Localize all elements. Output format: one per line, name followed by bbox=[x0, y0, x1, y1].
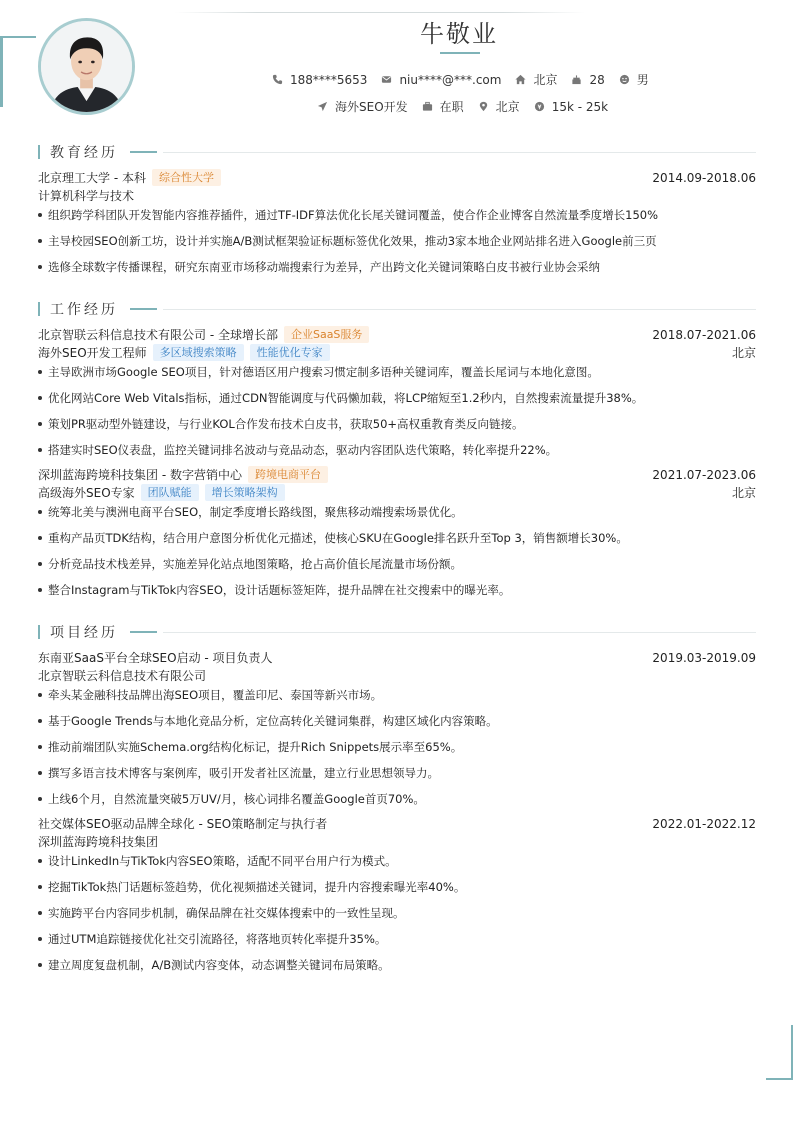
list-item bbox=[38, 442, 756, 458]
name-underline bbox=[440, 52, 480, 54]
list-item bbox=[38, 530, 756, 546]
work-role-tag: 多区域搜索策略 bbox=[153, 344, 244, 361]
work-role-tag: 增长策略架构 bbox=[205, 484, 285, 501]
list-item bbox=[38, 765, 756, 781]
education-major-row bbox=[38, 187, 756, 204]
email-item bbox=[381, 73, 501, 87]
work-role: 高级海外SEO专家 bbox=[38, 486, 135, 500]
list-item-text: 实施跨平台内容同步机制，确保品牌在社交媒体搜索中的一致性呈现。 bbox=[48, 906, 405, 920]
project-org: 北京智联云科信息技术有限公司 bbox=[38, 669, 207, 683]
list-item-text: 设计LinkedIn与TikTok内容SEO策略，适配不同平台用户行为模式。 bbox=[48, 854, 397, 868]
bullet-dot bbox=[38, 448, 42, 452]
target-city-item bbox=[478, 98, 520, 115]
list-item bbox=[38, 364, 756, 380]
list-item bbox=[38, 853, 756, 869]
section-title-line bbox=[163, 632, 756, 633]
list-item-text: 主导校园SEO创新工坊，设计并实施A/B测试框架验证标题标签优化效果，推动3家本地企业网站排名进入Google前三页 bbox=[48, 234, 657, 248]
work-role-tag: 性能优化专家 bbox=[250, 344, 330, 361]
list-item bbox=[38, 713, 756, 729]
work-company-tag: 企业SaaS服务 bbox=[284, 326, 369, 343]
section-title-line bbox=[163, 309, 756, 310]
list-item-text: 整合Instagram与TikTok内容SEO，设计话题标签矩阵，提升品牌在社交搜索中的曝光率。 bbox=[48, 583, 511, 597]
bullet-dot bbox=[38, 265, 42, 269]
section-title-bar bbox=[38, 145, 40, 159]
bullet-dot bbox=[38, 859, 42, 863]
project-org-row bbox=[38, 833, 756, 850]
section-title-project bbox=[38, 622, 756, 642]
candidate-name: 牛敬业 bbox=[420, 20, 498, 48]
bullet-dot bbox=[38, 885, 42, 889]
education-date: 2014.09-2018.06 bbox=[652, 170, 756, 185]
list-item-text: 建立周度复盘机制，A/B测试内容变体，动态调整关键词布局策略。 bbox=[48, 958, 390, 972]
section-title-bar bbox=[38, 302, 40, 316]
section-title-text: 教育经历 bbox=[50, 145, 118, 161]
list-item-text: 组织跨学科团队开发智能内容推荐插件，通过TF-IDF算法优化长尾关键词覆盖，使合作企业博客自然流量季度增长150% bbox=[48, 208, 659, 222]
send-icon bbox=[317, 101, 328, 112]
section-title-bar bbox=[38, 625, 40, 639]
section-title-accent bbox=[130, 308, 157, 310]
bullet-dot bbox=[38, 536, 42, 540]
target-role-item bbox=[317, 98, 408, 115]
contact-info-row bbox=[272, 71, 649, 88]
bullet-dot bbox=[38, 510, 42, 514]
list-item bbox=[38, 739, 756, 755]
work-date: 2021.07-2023.06 bbox=[652, 467, 756, 482]
age-item bbox=[571, 73, 604, 87]
work-role-tag: 团队赋能 bbox=[141, 484, 199, 501]
work-company: 深圳蓝海跨境科技集团 - 数字营销中心 bbox=[38, 468, 242, 482]
list-item-text: 推动前端团队实施Schema.org结构化标记，提升Rich Snippets展示率至65%。 bbox=[48, 740, 463, 754]
age-text: 28 bbox=[589, 72, 605, 87]
list-item-text: 基于Google Trends与本地化竞品分析，定位高转化关键词集群，构建区域化内容策略。 bbox=[48, 714, 498, 728]
job-intent-row bbox=[317, 98, 608, 115]
section-title-text: 工作经历 bbox=[50, 302, 118, 318]
briefcase-icon bbox=[422, 101, 433, 112]
bullet-dot bbox=[38, 370, 42, 374]
bullet-dot bbox=[38, 771, 42, 775]
list-item-text: 重构产品页TDK结构，结合用户意图分析优化元描述，使核心SKU在Google排名跃升至Top 3，销售额增长30%。 bbox=[48, 531, 628, 545]
list-item bbox=[38, 556, 756, 572]
hometown-item bbox=[515, 71, 557, 88]
work-company: 北京智联云科信息技术有限公司 - 全球增长部 bbox=[38, 328, 278, 342]
list-item-text: 挖掘TikTok热门话题标签趋势，优化视频描述关键词，提升内容搜索曝光率40%。 bbox=[48, 880, 466, 894]
bullet-dot bbox=[38, 911, 42, 915]
list-item-text: 撰写多语言技术博客与案例库，吸引开发者社区流量，建立行业思想领导力。 bbox=[48, 766, 439, 780]
section-title-accent bbox=[130, 631, 157, 633]
list-item bbox=[38, 416, 756, 432]
phone-text: 188****5653 bbox=[290, 72, 368, 87]
work-company-tag: 跨境电商平台 bbox=[248, 466, 328, 483]
salary-item bbox=[534, 100, 608, 114]
cake-icon bbox=[571, 74, 582, 85]
bullet-dot bbox=[38, 745, 42, 749]
list-item bbox=[38, 791, 756, 807]
gender-text: 男 bbox=[636, 73, 649, 87]
project-org-row bbox=[38, 667, 756, 684]
work-city: 北京 bbox=[731, 346, 756, 360]
list-item-text: 策划PR驱动型外链建设，与行业KOL合作发布技术白皮书，获取50+高权重教育类反向链接。 bbox=[48, 417, 524, 431]
phone-icon bbox=[272, 74, 283, 85]
work-role: 海外SEO开发工程师 bbox=[38, 346, 147, 360]
status-text: 在职 bbox=[439, 100, 464, 114]
work-city: 北京 bbox=[731, 486, 756, 500]
education-header bbox=[38, 169, 756, 186]
list-item-text: 分析竞品技术栈差异，实施差异化站点地图策略，抢占高价值长尾流量市场份额。 bbox=[48, 557, 462, 571]
work-header bbox=[38, 326, 756, 343]
corner-decoration-bottom-right-horizontal bbox=[766, 1078, 793, 1080]
section-title-line bbox=[163, 152, 756, 153]
corner-decoration-top-left bbox=[0, 36, 36, 38]
list-item-text: 统筹北美与澳洲电商平台SEO，制定季度增长路线图，聚焦移动端搜索场景优化。 bbox=[48, 505, 463, 519]
project-title: 社交媒体SEO驱动品牌全球化 - SEO策略制定与执行者 bbox=[38, 817, 328, 831]
target-city-text: 北京 bbox=[495, 100, 520, 114]
salary-text: 15k - 25k bbox=[551, 99, 609, 114]
bullet-dot bbox=[38, 693, 42, 697]
section-title-work bbox=[38, 299, 756, 319]
list-item bbox=[38, 233, 756, 249]
work-role-row bbox=[38, 484, 756, 501]
list-item-text: 选修全球数字传播课程，研究东南亚市场移动端搜索行为差异，产出跨文化关键词策略白皮书被行业协会采纳 bbox=[48, 260, 600, 274]
bullet-dot bbox=[38, 963, 42, 967]
header-top-line bbox=[175, 12, 585, 13]
corner-decoration-bottom-right bbox=[791, 1025, 793, 1080]
money-icon bbox=[534, 101, 545, 112]
bullet-dot bbox=[38, 797, 42, 801]
list-item bbox=[38, 879, 756, 895]
gender-icon bbox=[619, 74, 630, 85]
work-role-row bbox=[38, 344, 756, 361]
section-title-education bbox=[38, 142, 756, 162]
phone-item bbox=[272, 73, 367, 87]
corner-decoration-top-left-vertical bbox=[0, 37, 3, 107]
section-title-accent bbox=[130, 151, 157, 153]
bullet-dot bbox=[38, 422, 42, 426]
work-header bbox=[38, 466, 756, 483]
work-date: 2018.07-2021.06 bbox=[652, 327, 756, 342]
bullet-dot bbox=[38, 396, 42, 400]
project-header bbox=[38, 649, 756, 666]
bullet-dot bbox=[38, 213, 42, 217]
education-major: 计算机科学与技术 bbox=[38, 189, 135, 203]
bullet-dot bbox=[38, 239, 42, 243]
list-item-text: 优化网站Core Web Vitals指标，通过CDN智能调度与代码懒加载，将LCP缩短至1.2秒内，自然搜索流量提升38%。 bbox=[48, 391, 644, 405]
list-item bbox=[38, 504, 756, 520]
list-item-text: 上线6个月，自然流量突破5万UV/月，核心词排名覆盖Google首页70%。 bbox=[48, 792, 425, 806]
project-date: 2019.03-2019.09 bbox=[652, 650, 756, 665]
bullet-dot bbox=[38, 937, 42, 941]
list-item bbox=[38, 687, 756, 703]
hometown-text: 北京 bbox=[533, 73, 558, 87]
list-item-text: 主导欧洲市场Google SEO项目，针对德语区用户搜索习惯定制多语种关键词库，覆盖长尾词与本地化意图。 bbox=[48, 365, 599, 379]
location-icon bbox=[478, 101, 489, 112]
bullet-dot bbox=[38, 562, 42, 566]
gender-item bbox=[619, 71, 649, 88]
project-header bbox=[38, 815, 756, 832]
list-item bbox=[38, 582, 756, 598]
education-school-tag: 综合性大学 bbox=[152, 169, 221, 186]
project-title: 东南亚SaaS平台全球SEO启动 - 项目负责人 bbox=[38, 651, 273, 665]
list-item bbox=[38, 931, 756, 947]
list-item-text: 搭建实时SEO仪表盘，监控关键词排名波动与竞品动态，驱动内容团队迭代策略，转化率提升22%。 bbox=[48, 443, 558, 457]
project-date: 2022.01-2022.12 bbox=[652, 816, 756, 831]
list-item bbox=[38, 259, 756, 275]
list-item bbox=[38, 207, 756, 223]
bullet-dot bbox=[38, 588, 42, 592]
section-title-text: 项目经历 bbox=[50, 625, 118, 641]
education-school: 北京理工大学 - 本科 bbox=[38, 171, 146, 185]
email-text: niu****@***.com bbox=[399, 72, 502, 87]
list-item-text: 通过UTM追踪链接优化社交引流路径，将落地页转化率提升35%。 bbox=[48, 932, 387, 946]
project-org: 深圳蓝海跨境科技集团 bbox=[38, 835, 159, 849]
bullet-dot bbox=[38, 719, 42, 723]
list-item bbox=[38, 957, 756, 973]
status-item bbox=[422, 98, 464, 115]
avatar bbox=[38, 18, 135, 115]
home-icon bbox=[515, 74, 526, 85]
mail-icon bbox=[381, 74, 392, 85]
target-role-text: 海外SEO开发 bbox=[335, 100, 408, 114]
avatar-photo bbox=[41, 21, 132, 112]
list-item-text: 牵头某金融科技品牌出海SEO项目，覆盖印尼、泰国等新兴市场。 bbox=[48, 688, 383, 702]
list-item bbox=[38, 390, 756, 406]
list-item bbox=[38, 905, 756, 921]
